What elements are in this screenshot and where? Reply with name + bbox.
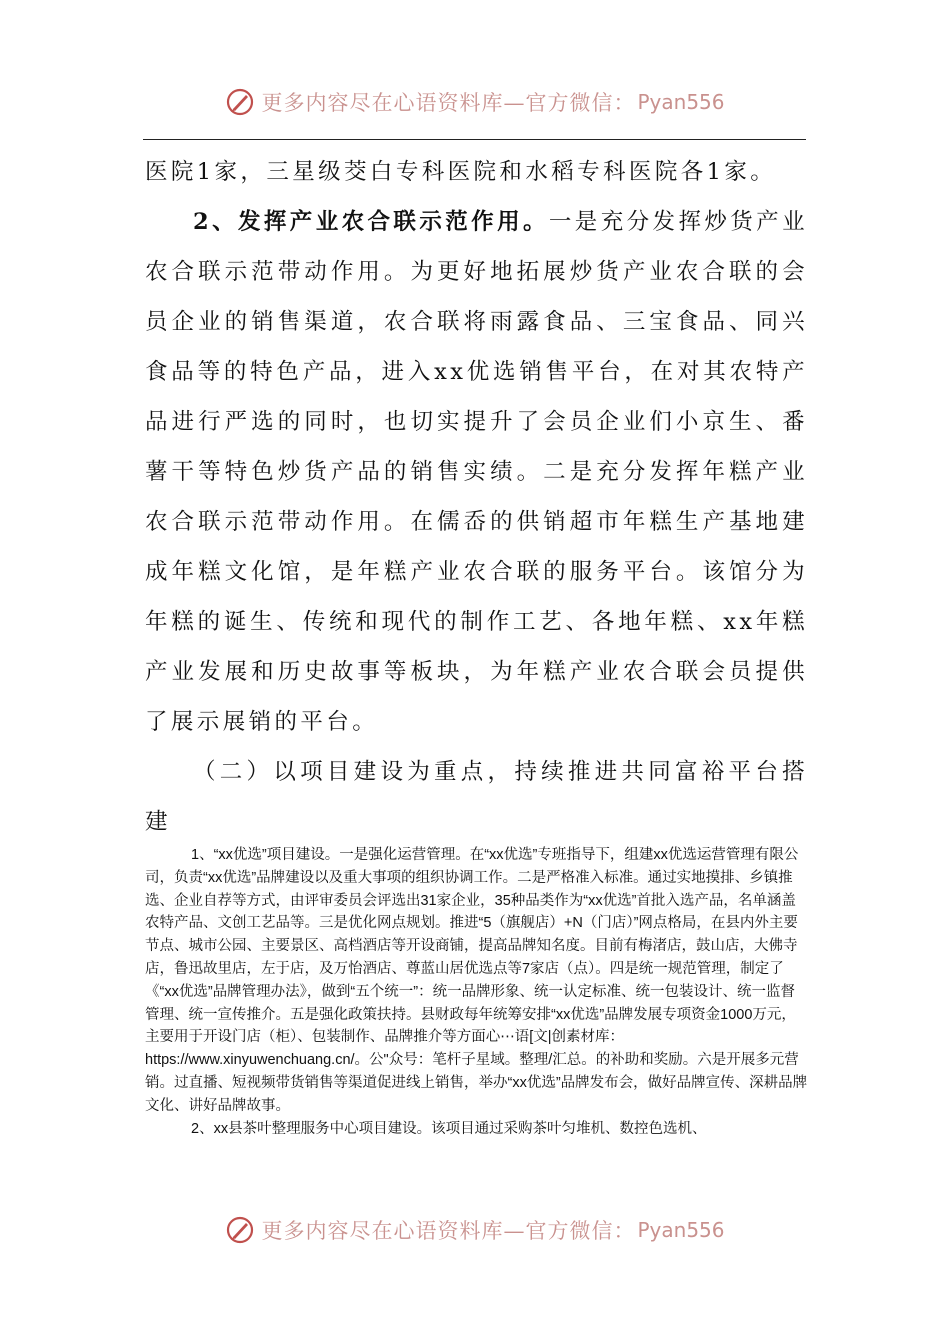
- header-rule: [143, 139, 806, 140]
- paragraph-2: [145, 197, 808, 747]
- pen-logo-icon: [225, 87, 255, 117]
- paragraph-tea-center: 2、xx县茶叶整理服务中心项目建设。该项目通过采购茶叶匀堆机、数控色选机、: [191, 1120, 707, 1137]
- paragraph-continuation: 医院1家，三星级茭白专科医院和水稻专科医院各1家。: [145, 159, 777, 185]
- section-heading: （二）以项目建设为重点，持续推进共同富裕平台搭建: [145, 759, 808, 835]
- watermark-wechat-id: Pyan556: [637, 90, 725, 114]
- header-watermark: [0, 82, 950, 122]
- paragraph-2-heading: 2、发挥产业农合联示范作用。: [193, 209, 549, 235]
- paragraph-xx-youxuan: 1、“xx优选”项目建设。一是强化运营管理。在“xx优选”专班指导下，组建xx优选运营管理有限公司，负责“xx优选”品牌建设以及重大事项的组织协调工作。二是严格准入标准。通过实地摸排、乡镇推选、企业自荐等方式，由评审委员会评选出31家企业，35种品类作为“xx优选”首批入选产品，名单涵盖农特产品、文创工艺品等。三是优化网点规划。推进“5（旗舰店）+N（门店）”网点格局，在县内外主要节点、城市公园、主要景区、高档酒店等开设商铺，提高品牌知名度。目前有梅渚店，鼓山店，大佛寺店，鲁迅故里店，左于店，及万怡酒店、尊蓝山居优选点等7家店（点）。四是统一规范管理，制定了《“xx优选”品牌管理办法》，做到“五个统一”：统一品牌形象、统一认定标准、统一包装设计、统一监督管理、统一宣传推介。五是强化政策扶持。县财政每年统筹安排“xx优选”品牌发展专项资金1000万元，主要用于开设门店（柜）、包装制作、品牌推介等方面心⋯语[文|创素材库：https://www.xinyuwenchuang.cn/。公"众号：笔杆子星域。整理/汇总。的补助和奖励。六是开展多元营销。过直播、短视频带货销售等渠道促进线上销售，举办“xx优选”品牌发布会，做好品牌宣传、深耕品牌文化、讲好品牌故事。: [145, 847, 808, 1114]
- body-text-large: [145, 147, 808, 847]
- watermark-text: 更多内容尽在心语资料库—官方微信：: [261, 1219, 636, 1243]
- body-text-small: [145, 844, 808, 1140]
- paragraph-2-body: 一是充分发挥炒货产业农合联示范带动作用。为更好地拓展炒货产业农合联的会员企业的销售渠道，农合联将雨露食品、三宝食品、同兴食品等的特色产品，进入xx优选销售平台，在对其农特产品进行严选的同时，也切实提升了会员企业们小京生、番薯干等特色炒货产品的销售实绩。二是充分发挥年糕产业农合联示范带动作用。在儒岙的供销超市年糕生产基地建成年糕文化馆，是年糕产业农合联的服务平台。该馆分为年糕的诞生、传统和现代的制作工艺、各地年糕、xx年糕产业发展和历史故事等板块，为年糕产业农合联会员提供了展示展销的平台。: [145, 209, 808, 735]
- watermark-wechat-id: Pyan556: [637, 1218, 725, 1242]
- footer-watermark: [0, 1210, 950, 1250]
- watermark-text: 更多内容尽在心语资料库—官方微信：: [261, 91, 636, 115]
- pen-logo-icon: [225, 1215, 255, 1245]
